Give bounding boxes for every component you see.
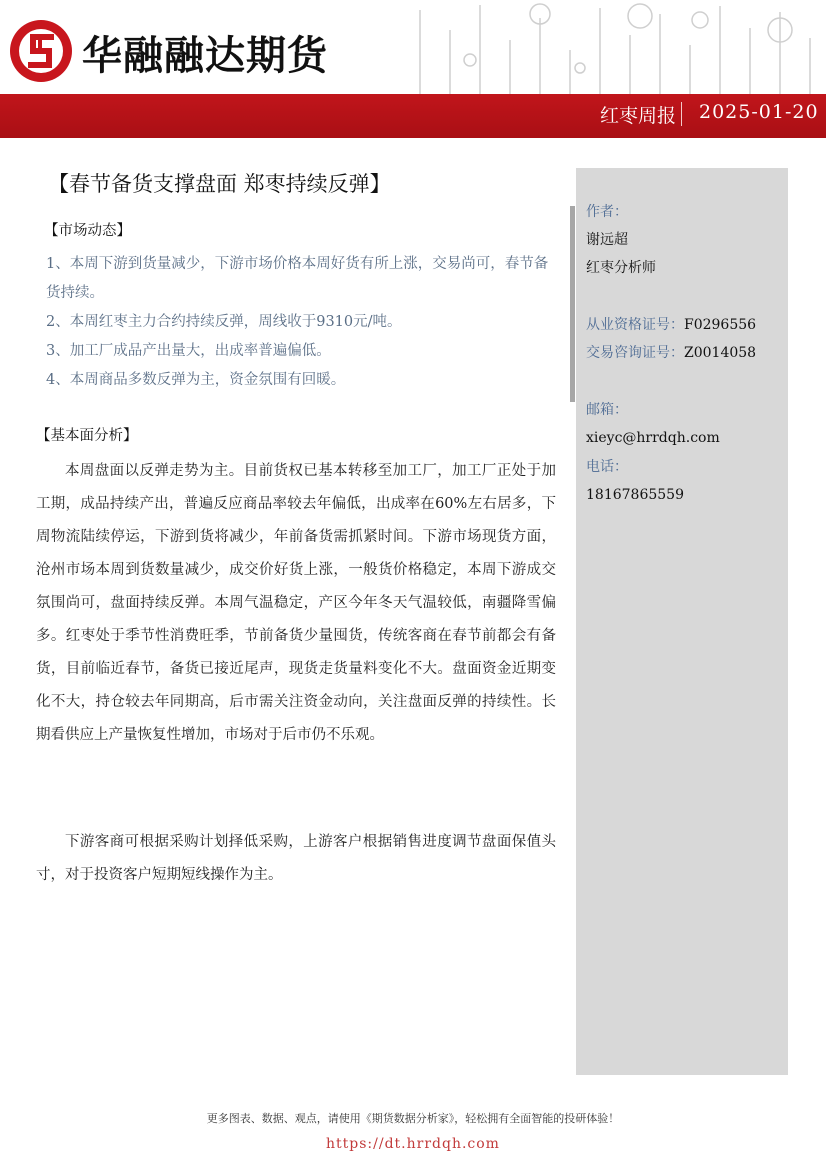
analysis-paragraph: 本周盘面以反弹走势为主。目前货权已基本转移至加工厂，加工厂正处于加工期，成品持续产出，普遍反应商品率较去年偏低，出成率在60%左右居多，下周物流陆续停运，下游到货将减少，年前备货需抓紧时间。下游市场现货方面，沧州市场本周到货数量减少，成交价好货上涨，一般货价格稳定，本周下游成交氛围尚可，盘面持续反弹。本周气温稳定，产区今年冬天气温较低，南疆降雪偏多。红枣处于季节性消费旺季，节前备货少量囤货，传统客商在春节前都会有备货，目前临近春节，备货已接近尾声，现货走货量料变化不大。盘面资金近期变化不大，持仓较去年同期高，后市需关注资金动向，关注盘面反弹的持续性。长期看供应上产量恢复性增加，市场对于后市仍不乐观。 bbox=[36, 463, 556, 743]
list-item: 4、本周商品多数反弹为主，资金氛围有回暖。 bbox=[46, 372, 346, 388]
phone-value: 18167865559 bbox=[586, 487, 684, 503]
company-logo-icon bbox=[8, 18, 74, 84]
list-item: 2、本周红枣主力合约持续反弹，周线收于9310元/吨。 bbox=[46, 314, 402, 330]
decorative-pattern bbox=[380, 0, 826, 94]
market-list bbox=[46, 250, 556, 395]
footer-link[interactable]: https://dt.hrrdqh.com bbox=[326, 1136, 500, 1152]
phone-label: 电话： bbox=[586, 459, 628, 475]
page-header bbox=[0, 0, 826, 94]
header-divider bbox=[681, 102, 682, 126]
author-sidebar bbox=[576, 168, 788, 1075]
email-label: 邮箱： bbox=[586, 402, 628, 418]
list-item: 3、加工厂成品产出量大，出成率普遍偏低。 bbox=[46, 343, 331, 359]
fundamental-heading: 【基本面分析】 bbox=[36, 428, 138, 444]
license-label: 从业资格证号： bbox=[586, 317, 684, 333]
author-title: 红枣分析师 bbox=[586, 260, 656, 276]
consult-row bbox=[586, 343, 756, 363]
license-value: F0296556 bbox=[684, 317, 757, 333]
license-row bbox=[586, 315, 756, 335]
sidebar-accent-strip bbox=[570, 206, 575, 402]
advice-paragraph: 下游客商可根据采购计划择低采购，上游客户根据销售进度调节盘面保值头寸，对于投资客户短期短线操作为主。 bbox=[36, 834, 556, 883]
list-item: 1、本周下游到货量减少，下游市场价格本周好货有所上涨，交易尚可，春节备货持续。 bbox=[46, 256, 549, 301]
author-label: 作者： bbox=[586, 204, 628, 220]
report-title: 【春节备货支撑盘面 郑枣持续反弹】 bbox=[48, 172, 391, 196]
author-name: 谢远超 bbox=[586, 232, 628, 248]
email-value: xieyc@hrrdqh.com bbox=[586, 430, 720, 446]
report-date: 2025-01-20 bbox=[699, 101, 819, 123]
consult-value: Z0014058 bbox=[684, 345, 757, 361]
footer-note: 更多图表、数据、观点，请使用《期货数据分析家》，轻松拥有全面智能的投研体验！ bbox=[206, 1112, 620, 1125]
brand-name: 华融融达期货 bbox=[82, 33, 328, 79]
consult-label: 交易咨询证号： bbox=[586, 345, 684, 361]
market-heading: 【市场动态】 bbox=[44, 223, 131, 239]
report-type: 红枣周报 bbox=[599, 105, 676, 127]
